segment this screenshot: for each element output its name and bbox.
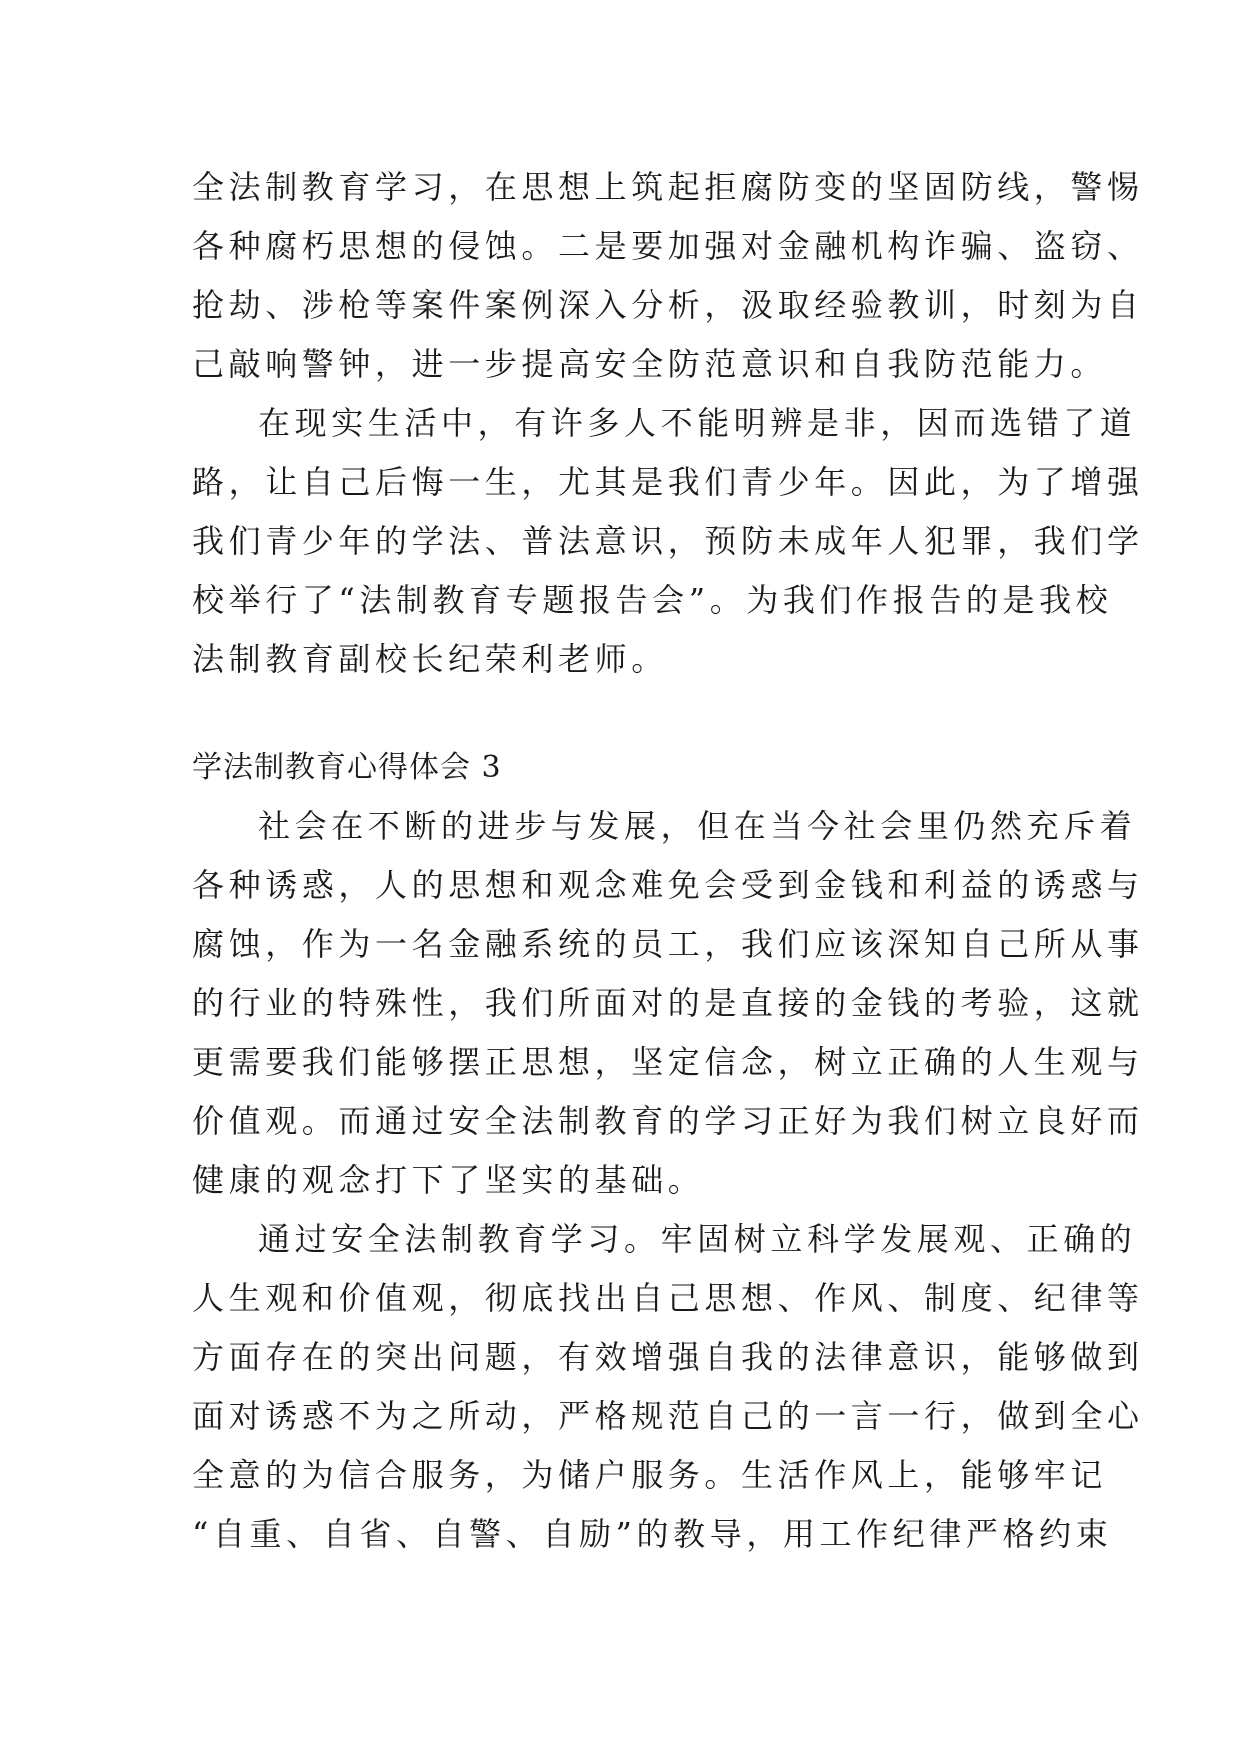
paragraph-line: 腐蚀，作为一名金融系统的员工，我们应该深知自己所从事 [192,925,1144,963]
paragraph-line: 方面存在的突出问题，有效增强自我的法律意识，能够做到 [192,1338,1144,1376]
paragraph-continued [192,158,1144,394]
paragraph-line: 社会在不断的进步与发展，但在当今社会里仍然充斥着 [258,807,1137,845]
paragraph-line: 价值观。而通过安全法制教育的学习正好为我们树立良好而 [192,1102,1144,1140]
paragraph-learning [192,1210,1144,1564]
paragraph-line: 通过安全法制教育学习。牢固树立科学发展观、正确的 [258,1220,1137,1258]
paragraph-line: “自重、自省、自警、自励”的教导，用工作纪律严格约束 [192,1515,1113,1553]
paragraph-report-meeting [192,394,1144,689]
paragraph-line: 更需要我们能够摆正思想，坚定信念，树立正确的人生观与 [192,1043,1144,1081]
document-page [192,158,1144,1564]
paragraph-line: 健康的观念打下了坚实的基础。 [192,1161,705,1199]
paragraph-line: 的行业的特殊性，我们所面对的是直接的金钱的考验，这就 [192,984,1144,1022]
paragraph-line: 面对诱惑不为之所动，严格规范自己的一言一行，做到全心 [192,1397,1144,1435]
paragraph-line: 我们青少年的学法、普法意识，预防未成年人犯罪，我们学 [192,522,1144,560]
paragraph-line: 全意的为信合服务，为储户服务。生活作风上，能够牢记 [192,1456,1108,1494]
section-spacer [192,689,1052,738]
paragraph-line: 在现实生活中，有许多人不能明辨是非，因而选错了道 [258,404,1137,442]
paragraph-line: 路，让自己后悔一生，尤其是我们青少年。因此，为了增强 [192,463,1144,501]
section-heading: 学法制教育心得体会 3 [192,750,502,785]
paragraph-line: 抢劫、涉枪等案件案例深入分析，汲取经验教训，时刻为自 [192,286,1144,324]
paragraph-line: 己敲响警钟，进一步提高安全防范意识和自我防范能力。 [192,345,1108,383]
paragraph-society [192,797,1144,1210]
paragraph-line: 校举行了“法制教育专题报告会”。为我们作报告的是我校 [192,581,1113,619]
paragraph-line: 法制教育副校长纪荣利老师。 [192,640,668,678]
paragraph-line: 人生观和价值观，彻底找出自己思想、作风、制度、纪律等 [192,1279,1144,1317]
paragraph-line: 各种诱惑，人的思想和观念难免会受到金钱和利益的诱惑与 [192,866,1144,904]
paragraph-line: 各种腐朽思想的侵蚀。二是要加强对金融机构诈骗、盗窃、 [192,227,1144,265]
paragraph-line: 全法制教育学习，在思想上筑起拒腐防变的坚固防线，警惕 [192,168,1144,206]
